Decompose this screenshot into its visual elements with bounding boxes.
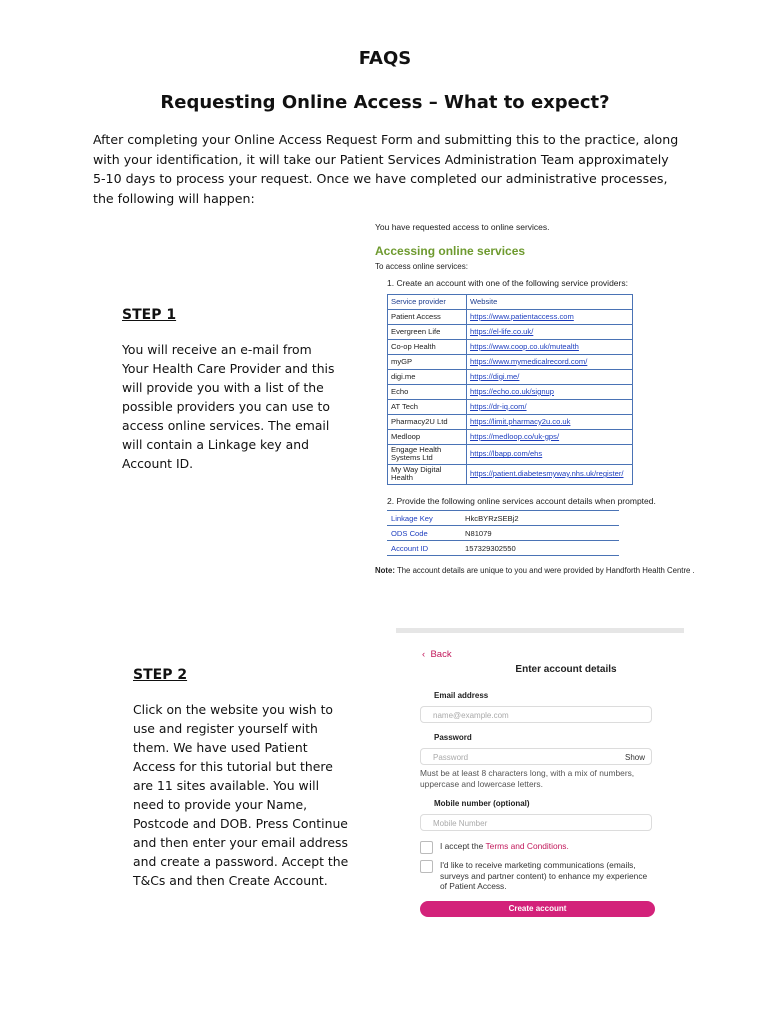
provider-row <box>388 310 633 325</box>
provider-name: Echo <box>388 385 467 400</box>
provider-row <box>388 385 633 400</box>
provider-website-link[interactable]: https://echo.co.uk/signup <box>467 385 633 400</box>
provider-website-link[interactable]: https://limit.pharmacy2u.co.uk <box>467 415 633 430</box>
email-step1-text: 1. Create an account with one of the following service providers: <box>387 278 628 288</box>
email-step2-text: 2. Provide the following online services account details when prompted. <box>387 496 656 506</box>
provider-row <box>388 445 633 465</box>
marketing-text: I'd like to receive marketing communications (emails, surveys and partner content) to enhance my experience of Patient Access. <box>440 860 648 891</box>
mobile-input[interactable]: Mobile Number <box>420 814 652 831</box>
provider-name: Medloop <box>388 430 467 445</box>
provider-name: Co-op Health <box>388 340 467 355</box>
account-detail-key: Linkage Key <box>387 511 461 526</box>
page-title: FAQS <box>358 48 412 69</box>
provider-name: digi.me <box>388 370 467 385</box>
step2-body: Click on the website you wish to use and register yourself with them. We have used Patient Access for this tutorial but there are 11 sites available. You will need to provide your Name, Postcode and DOB. Press Continue and then enter your email address and create a password. Accept the T&Cs and then Create Account. <box>133 702 349 888</box>
provider-website-link[interactable]: https://www.coop.co.uk/mutealth <box>467 340 633 355</box>
intro-paragraph: After completing your Online Access Request Form and submitting this to the practice, along with your identification, it will take our Patient Services Administration Team approximately 5-10 days to process your request. Once we have completed our administrative processes, the following will happen: <box>93 132 679 206</box>
step1-heading: STEP 1 <box>122 307 177 323</box>
email-screenshot <box>373 222 743 582</box>
provider-row <box>388 370 633 385</box>
provider-name: My Way Digital Health <box>388 464 467 484</box>
provider-name: Evergreen Life <box>388 325 467 340</box>
provider-website-link[interactable]: https://www.patientaccess.com <box>467 310 633 325</box>
account-detail-key: Account ID <box>387 541 461 556</box>
provider-col-header: Service provider <box>388 295 467 310</box>
provider-website-link[interactable]: https://digi.me/ <box>467 370 633 385</box>
provider-name: Engage Health Systems Ltd <box>388 445 467 465</box>
terms-link[interactable]: Terms and Conditions. <box>485 841 569 851</box>
provider-website-link[interactable]: https://lbapp.com/ehs <box>467 445 633 465</box>
provider-website-link[interactable]: https://patient.diabetesmyway.nhs.uk/register/ <box>467 464 633 484</box>
password-placeholder: Password <box>433 753 469 762</box>
email-section-title: Accessing online services <box>375 244 526 258</box>
provider-row <box>388 464 633 484</box>
provider-website-link[interactable]: https://www.mymedicalrecord.com/ <box>467 355 633 370</box>
note-text: The account details are unique to you and were provided by Handforth Health Centre . <box>394 566 695 575</box>
page-subtitle: Requesting Online Access – What to expect? <box>160 92 610 113</box>
account-detail-value: HkcBYRzSEBj2 <box>461 511 619 526</box>
step1-body: You will receive an e-mail from Your Health Care Provider and this will provide you with a list of the possible providers you can use to access online services. The email will contain a Linkage key and Account ID. <box>122 342 335 471</box>
account-detail-row <box>387 511 619 526</box>
provider-table <box>387 294 633 485</box>
provider-row <box>388 355 633 370</box>
email-label: Email address <box>434 691 489 700</box>
provider-row <box>388 415 633 430</box>
provider-name: AT Tech <box>388 400 467 415</box>
email-section-subtitle: To access online services: <box>375 262 468 271</box>
provider-website-link[interactable]: https://medloop.co/uk-gps/ <box>467 430 633 445</box>
provider-name: Patient Access <box>388 310 467 325</box>
account-form-screenshot <box>396 628 684 928</box>
email-requested-text: You have requested access to online services. <box>375 222 550 232</box>
provider-row <box>388 430 633 445</box>
screenshot-top-bar <box>396 628 684 633</box>
provider-website-link[interactable]: https://dr-iq.com/ <box>467 400 633 415</box>
show-password-button[interactable]: Show <box>624 753 645 762</box>
email-note <box>375 566 695 575</box>
provider-row <box>388 400 633 415</box>
email-input[interactable]: name@example.com <box>420 706 652 723</box>
account-detail-value: N81079 <box>461 526 619 541</box>
note-label: Note: <box>375 566 395 575</box>
marketing-checkbox[interactable] <box>420 860 433 873</box>
account-detail-row <box>387 526 619 541</box>
password-label: Password <box>434 733 472 742</box>
website-col-header: Website <box>467 295 633 310</box>
provider-name: myGP <box>388 355 467 370</box>
provider-row <box>388 325 633 340</box>
create-account-button[interactable]: Create account <box>420 901 655 917</box>
form-heading: Enter account details <box>515 664 617 675</box>
step2-heading: STEP 2 <box>133 667 188 683</box>
back-link[interactable] <box>422 649 452 660</box>
account-details-table <box>387 510 619 556</box>
chevron-left-icon: ‹ <box>422 649 426 660</box>
account-detail-value: 157329302550 <box>461 541 619 556</box>
account-detail-key: ODS Code <box>387 526 461 541</box>
terms-prefix: I accept the <box>440 841 486 851</box>
password-hint: Must be at least 8 characters long, with a mix of numbers, uppercase and lowercase letters. <box>420 768 635 789</box>
mobile-label: Mobile number (optional) <box>434 799 530 808</box>
password-input[interactable] <box>420 748 652 765</box>
back-label: Back <box>430 649 452 660</box>
provider-row <box>388 340 633 355</box>
terms-text <box>440 841 569 852</box>
account-detail-row <box>387 541 619 556</box>
provider-website-link[interactable]: https://el-life.co.uk/ <box>467 325 633 340</box>
terms-checkbox[interactable] <box>420 841 433 854</box>
provider-name: Pharmacy2U Ltd <box>388 415 467 430</box>
